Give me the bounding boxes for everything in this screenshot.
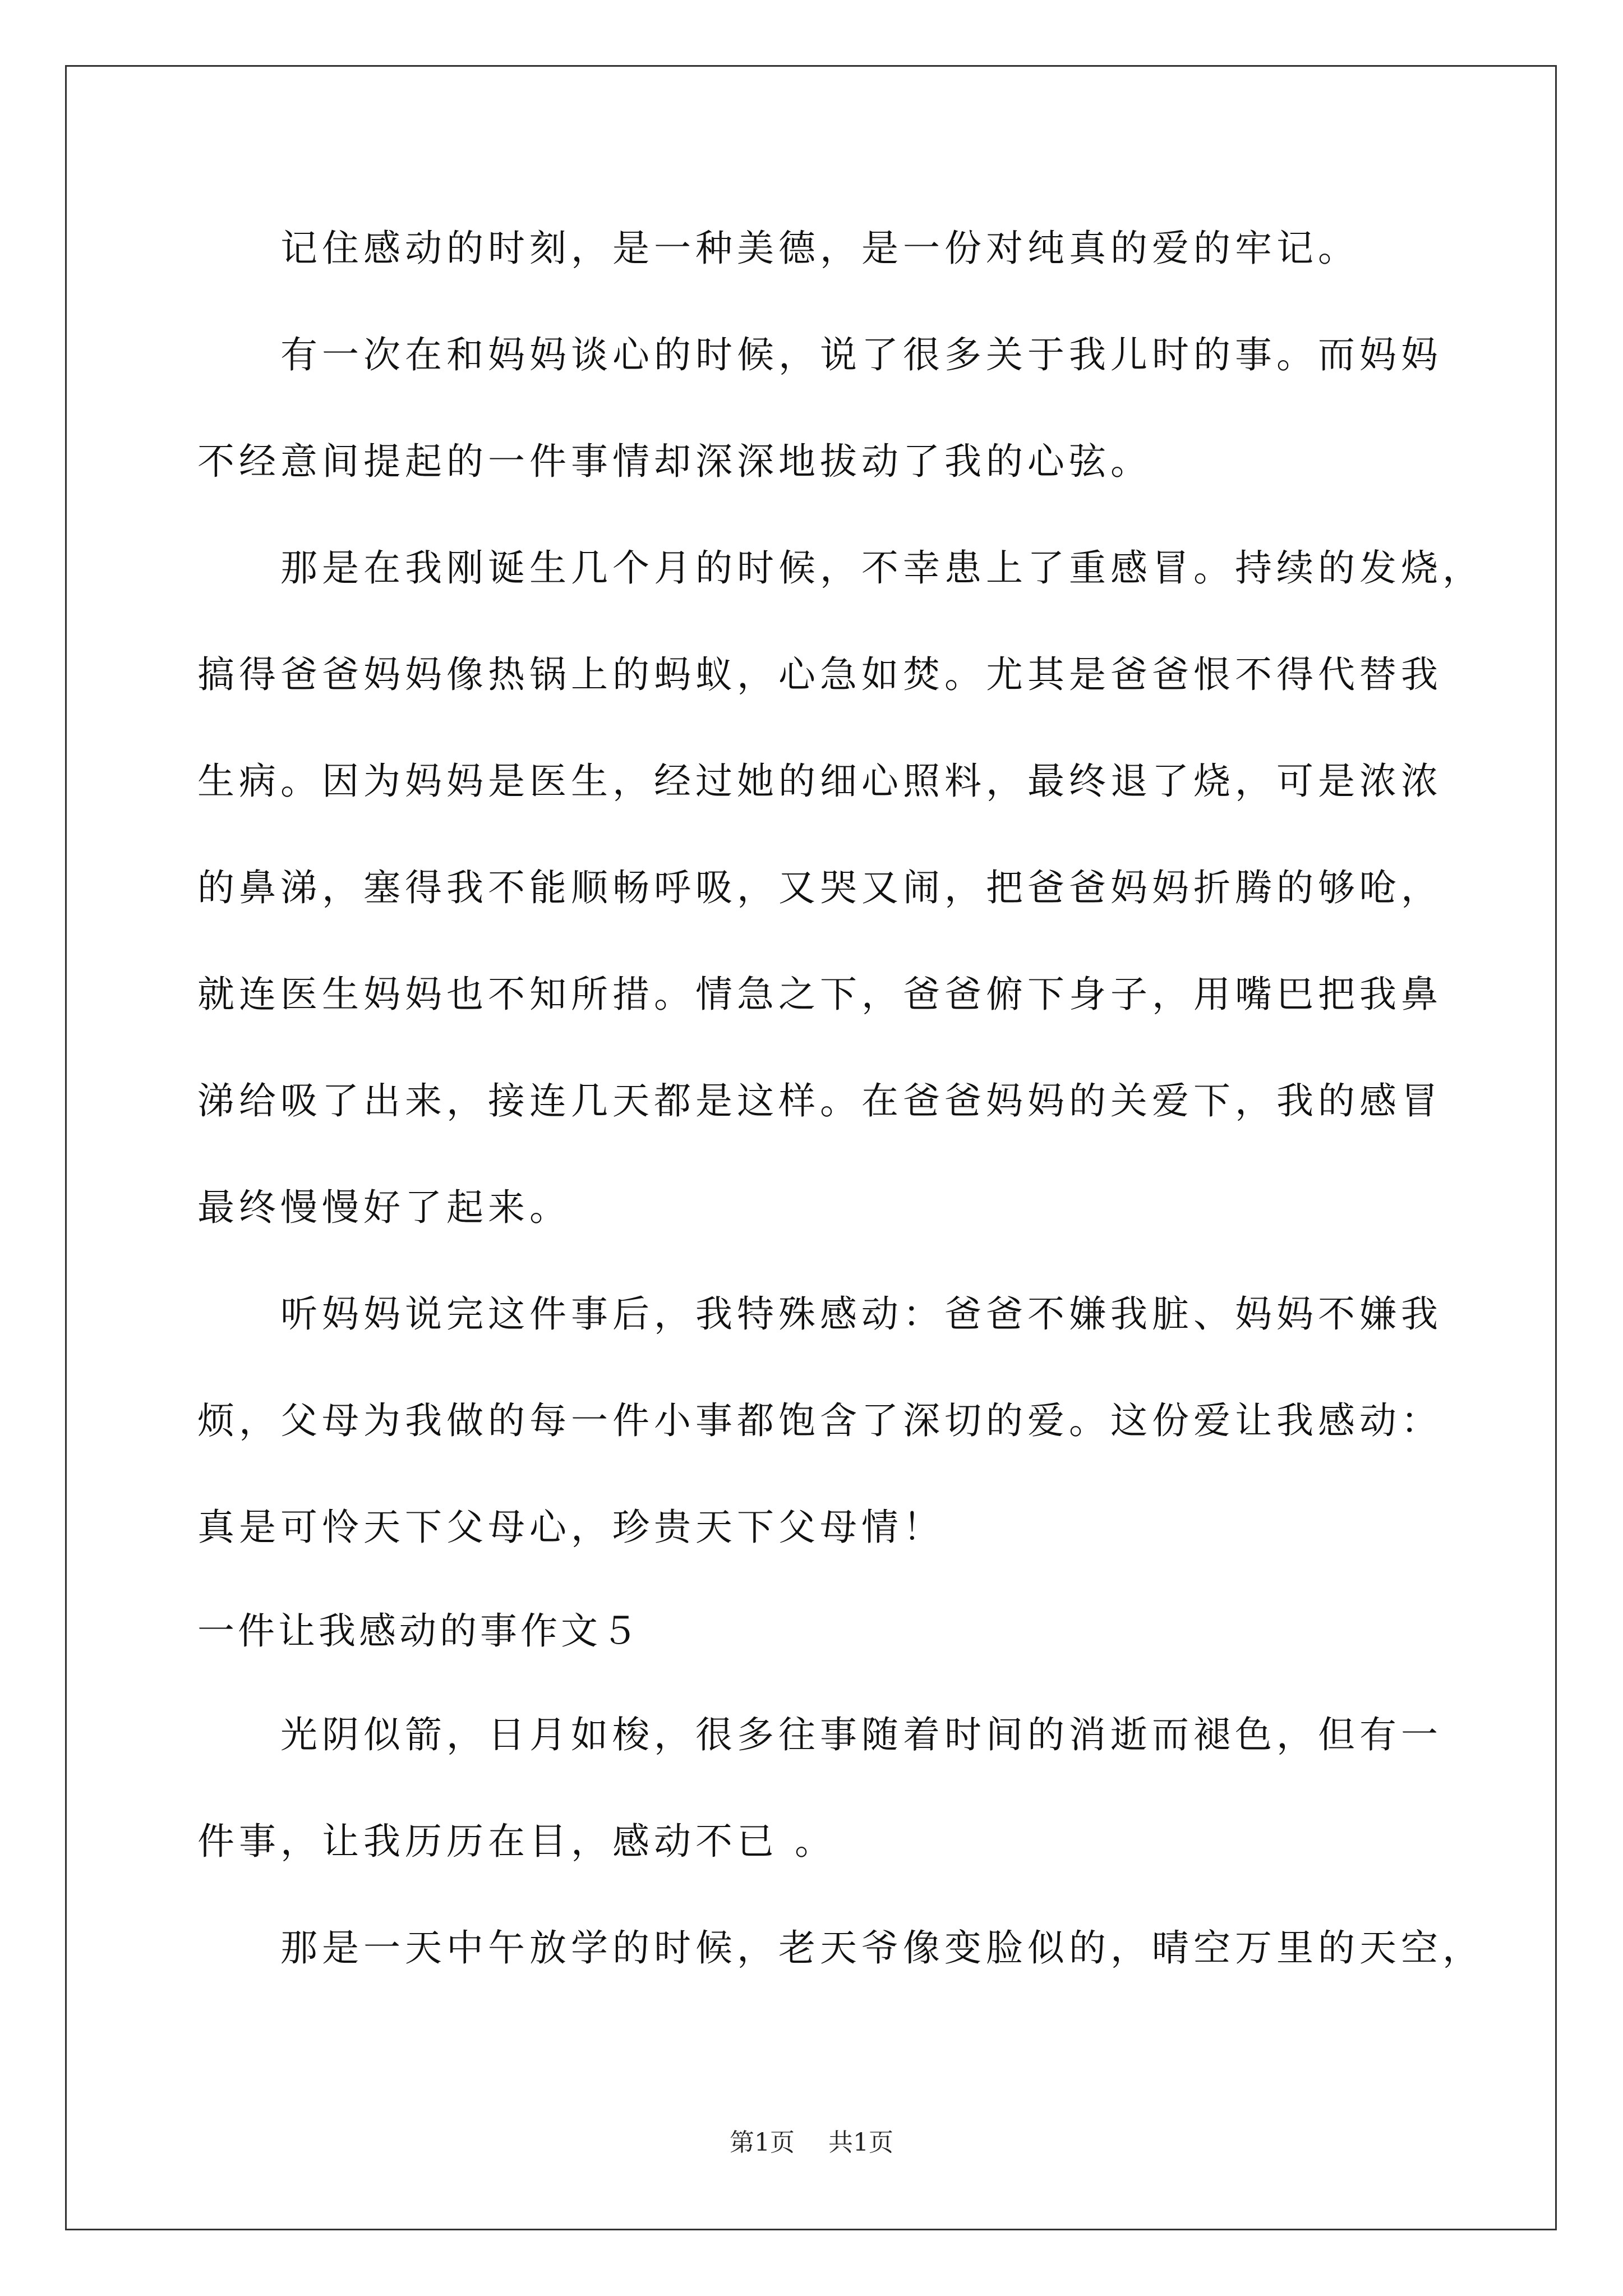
- page-border: [65, 65, 1557, 2230]
- paragraph-line: 就连医生妈妈也不知所措。情急之下，爸爸俯下身子，用嘴巴把我鼻: [197, 973, 1442, 1016]
- paragraph-line: 光阴似箭，日月如梭，很多往事随着时间的消逝而褪色，但有一: [280, 1713, 1442, 1756]
- paragraph-line: 听妈妈说完这件事后，我特殊感动：爸爸不嫌我脏、妈妈不嫌我: [280, 1292, 1442, 1336]
- paragraph-line: 件事，让我历历在目，感动不已 。: [197, 1820, 836, 1863]
- page-total: 共1页: [828, 2128, 893, 2157]
- paragraph-line: 生病。因为妈妈是医生，经过她的细心照料，最终退了烧，可是浓浓: [197, 760, 1442, 803]
- paragraph-line: 那是在我刚诞生几个月的时候，不幸患上了重感冒。持续的发烧，: [280, 546, 1484, 590]
- paragraph-line: 的鼻涕，塞得我不能顺畅呼吸，又哭又闹，把爸爸妈妈折腾的够呛，: [197, 866, 1442, 909]
- paragraph-line: 搞得爸爸妈妈像热锅上的蚂蚁，心急如焚。尤其是爸爸恨不得代替我: [197, 653, 1442, 696]
- paragraph-line: 那是一天中午放学的时候，老天爷像变脸似的，晴空万里的天空，: [280, 1926, 1484, 1970]
- page-footer: [0, 2128, 1623, 2157]
- paragraph-line: 烦，父母为我做的每一件小事都饱含了深切的爱。这份爱让我感动：: [197, 1399, 1442, 1442]
- page-number: 第1页: [730, 2128, 795, 2157]
- section-heading: 一件让我感动的事作文５: [197, 1609, 642, 1653]
- paragraph-line: 不经意间提起的一件事情却深深地拔动了我的心弦。: [197, 440, 1152, 483]
- paragraph-line: 最终慢慢好了起来。: [197, 1186, 571, 1229]
- paragraph-line: 真是可怜天下父母心，珍贵天下父母情！: [197, 1506, 944, 1549]
- paragraph-line: 有一次在和妈妈谈心的时候，说了很多关于我儿时的事。而妈妈: [280, 333, 1442, 376]
- paragraph-line: 涕给吸了出来，接连几天都是这样。在爸爸妈妈的关爱下，我的感冒: [197, 1079, 1442, 1122]
- paragraph-line: 记住感动的时刻，是一种美德，是一份对纯真的爱的牢记。: [280, 227, 1359, 270]
